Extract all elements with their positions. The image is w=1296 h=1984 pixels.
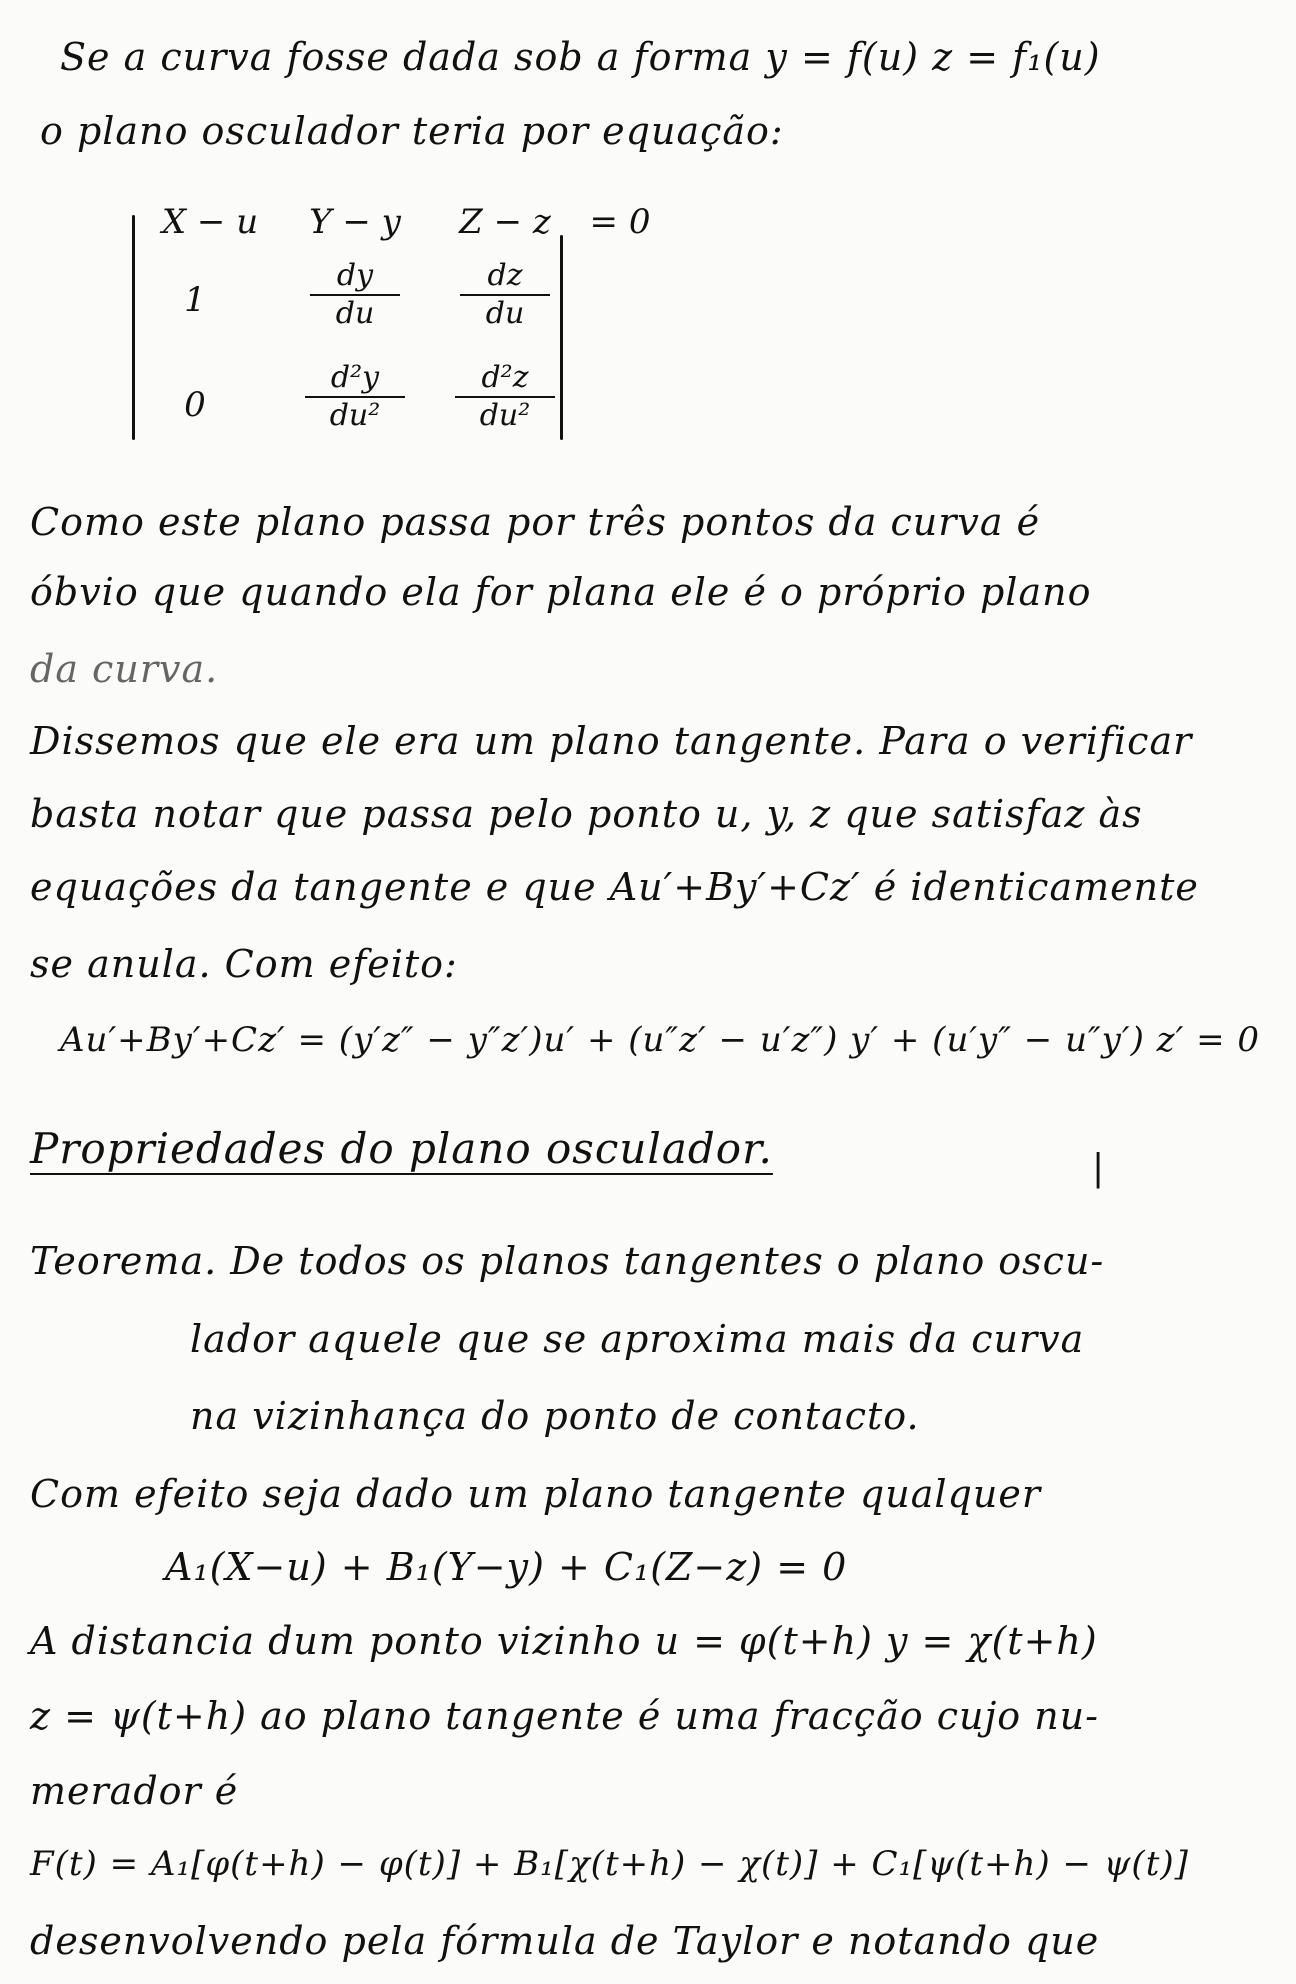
text-line-9: se anula. Com efeito: bbox=[30, 942, 458, 986]
frac-denominator: du² bbox=[329, 397, 381, 433]
text-line-8: equações da tangente e que Au′+By′+Cz′ é identicamente bbox=[30, 865, 1199, 909]
text-line-6: Dissemos que ele era um plano tangente. Para o verificar bbox=[30, 719, 1193, 763]
det-frac-r2c3 bbox=[460, 260, 550, 329]
det-cell-r1c2: Y − y bbox=[309, 202, 401, 242]
frac-denominator: du bbox=[335, 295, 375, 331]
determinant-right-bar bbox=[560, 235, 563, 440]
frac-numerator: d²z bbox=[455, 362, 555, 398]
text-line-5: da curva. bbox=[30, 647, 219, 691]
section-heading: Propriedades do plano osculador. bbox=[30, 1124, 773, 1173]
text-line-12: lador aquele que se aproxima mais da curva bbox=[190, 1317, 1085, 1361]
frac-denominator: du bbox=[485, 295, 525, 331]
text-line-1: Se a curva fosse dada sob a forma y = f(u) z = f₁(u) bbox=[60, 35, 1101, 79]
text-line-13: na vizinhança do ponto de contacto. bbox=[190, 1394, 920, 1438]
text-line-4: óbvio que quando ela for plana ele é o próprio plano bbox=[30, 570, 1092, 614]
det-cell-r2c1: 1 bbox=[184, 280, 206, 320]
determinant-left-bar bbox=[132, 215, 135, 440]
text-line-16: A distancia dum ponto vizinho u = φ(t+h) y = χ(t+h) bbox=[30, 1619, 1098, 1663]
text-line-11: Teorema. De todos os planos tangentes o plano oscu- bbox=[30, 1239, 1105, 1283]
det-frac-r2c2 bbox=[310, 260, 400, 329]
text-line-3: Como este plano passa por três pontos da curva é bbox=[30, 500, 1041, 544]
text-line-19: F(t) = A₁[φ(t+h) − φ(t)] + B₁[χ(t+h) − χ(t)] + C₁[ψ(t+h) − ψ(t)] bbox=[30, 1844, 1189, 1884]
text-line-7: basta notar que passa pelo ponto u, y, z que satisfaz às bbox=[30, 792, 1143, 836]
frac-numerator: d²y bbox=[305, 362, 405, 398]
text-line-20: desenvolvendo pela fórmula de Taylor e notando que bbox=[30, 1919, 1100, 1963]
det-frac-r3c2 bbox=[305, 362, 405, 431]
margin-tick-mark: | bbox=[1092, 1148, 1105, 1189]
frac-numerator: dy bbox=[310, 260, 400, 296]
frac-numerator: dz bbox=[460, 260, 550, 296]
det-cell-r1c3: Z − z bbox=[459, 202, 551, 242]
text-line-18: merador é bbox=[30, 1769, 239, 1813]
det-cell-r1c1: X − u bbox=[161, 202, 259, 242]
text-line-2: o plano osculador teria por equação: bbox=[40, 109, 784, 153]
frac-denominator: du² bbox=[479, 397, 531, 433]
det-cell-r3c1: 0 bbox=[184, 385, 206, 425]
text-line-10: Au′+By′+Cz′ = (y′z″ − y″z′)u′ + (u″z′ − u′z″) y′ + (u′y″ − u″y′) z′ = 0 bbox=[60, 1020, 1261, 1060]
text-line-17: z = ψ(t+h) ao plano tangente é uma fracção cujo nu- bbox=[30, 1694, 1099, 1738]
text-line-14: Com efeito seja dado um plano tangente qualquer bbox=[30, 1472, 1041, 1516]
det-frac-r3c3 bbox=[455, 362, 555, 431]
det-equals-zero: = 0 bbox=[589, 202, 651, 242]
text-line-15: A₁(X−u) + B₁(Y−y) + C₁(Z−z) = 0 bbox=[165, 1545, 848, 1589]
